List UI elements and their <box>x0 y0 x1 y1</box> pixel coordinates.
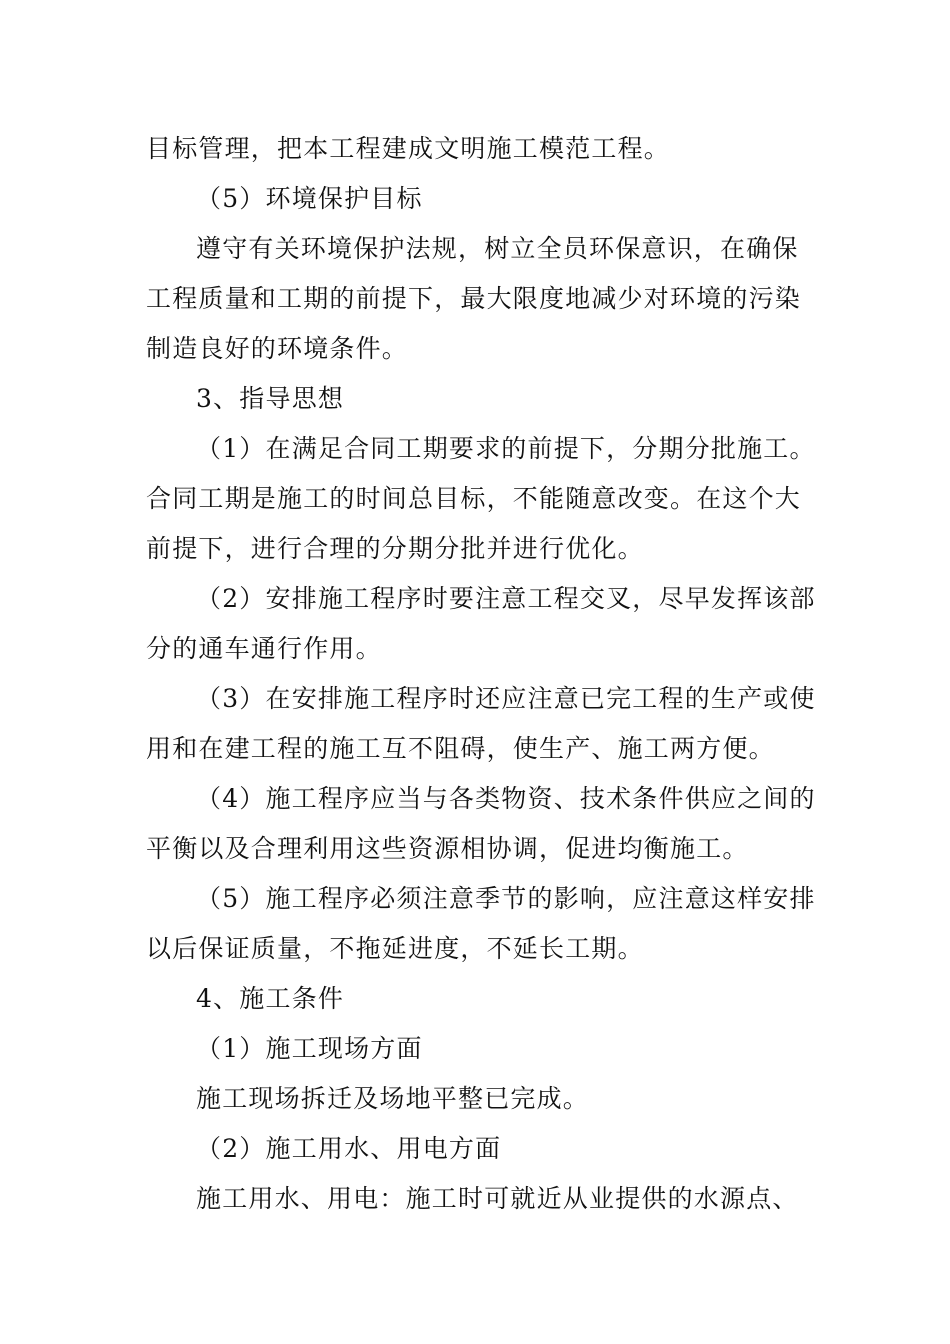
paragraph-line: 用和在建工程的施工互不阻碍，使生产、施工两方便。 <box>146 734 775 763</box>
section-heading-construction-conditions: 4、施工条件 <box>196 984 345 1013</box>
subheading-environment-goal: （5）环境保护目标 <box>196 184 423 213</box>
paragraph-line: 制造良好的环境条件。 <box>146 334 409 363</box>
paragraph-line: （1）在满足合同工期要求的前提下，分期分批施工。 <box>196 434 816 463</box>
paragraph-line: （5）施工程序必须注意季节的影响，应注意这样安排 <box>196 884 816 913</box>
paragraph-line: 工程质量和工期的前提下，最大限度地减少对环境的污染 <box>146 284 802 313</box>
paragraph-line: 合同工期是施工的时间总目标，不能随意改变。在这个大 <box>146 484 802 513</box>
paragraph-line: 目标管理，把本工程建成文明施工模范工程。 <box>146 134 671 163</box>
paragraph-line: （3）在安排施工程序时还应注意已完工程的生产或使 <box>196 684 816 713</box>
paragraph-line: 分的通车通行作用。 <box>146 634 382 663</box>
paragraph-line: 前提下，进行合理的分期分批并进行优化。 <box>146 534 644 563</box>
paragraph-line: 以后保证质量，不拖延进度，不延长工期。 <box>146 934 644 963</box>
paragraph-line: 遵守有关环境保护法规，树立全员环保意识，在确保 <box>196 234 799 263</box>
subheading-site: （1）施工现场方面 <box>196 1034 423 1063</box>
paragraph-line: 平衡以及合理利用这些资源相协调，促进均衡施工。 <box>146 834 749 863</box>
paragraph-line: （2）安排施工程序时要注意工程交叉，尽早发挥该部 <box>196 584 816 613</box>
paragraph-line: 施工现场拆迁及场地平整已完成。 <box>196 1084 590 1113</box>
paragraph-line: 施工用水、用电：施工时可就近从业提供的水源点、 <box>196 1184 799 1213</box>
subheading-water-power: （2）施工用水、用电方面 <box>196 1134 502 1163</box>
section-heading-guiding-ideas: 3、指导思想 <box>196 384 345 413</box>
paragraph-line: （4）施工程序应当与各类物资、技术条件供应之间的 <box>196 784 816 813</box>
